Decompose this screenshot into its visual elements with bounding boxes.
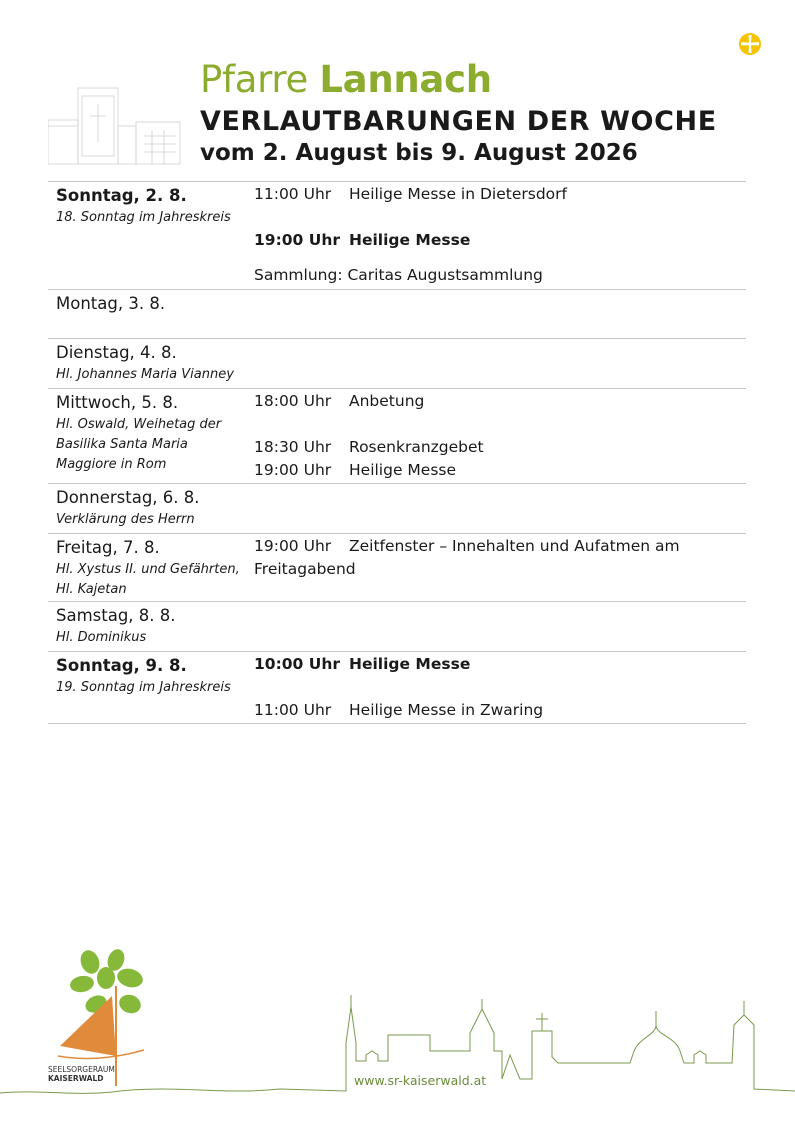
event-text: Zeitfenster – Innehalten und Aufatmen am Freitagabend [254, 537, 680, 578]
parish-name-bold: Lannach [319, 58, 492, 101]
day-note: Hl. Dominikus [56, 630, 147, 645]
logo-text-line2: KAISERWALD [48, 1074, 104, 1083]
day-name: Freitag, 7. 8. [56, 538, 160, 557]
parish-name [200, 58, 717, 102]
day-note: Hl. Oswald, Weihetag der Basilika Santa Maria Maggiore in Rom [56, 417, 222, 472]
event-text: Heilige Messe in Dietersdorf [349, 185, 567, 203]
day-note: Hl. Johannes Maria Vianney [56, 367, 234, 382]
website-link[interactable]: www.sr-kaiserwald.at [354, 1073, 487, 1088]
event-text: Heilige Messe [349, 231, 471, 249]
event-text: Rosenkranzgebet [349, 438, 484, 456]
day-name: Samstag, 8. 8. [56, 606, 176, 625]
event-time: 11:00 Uhr [254, 701, 332, 719]
weekly-schedule [48, 181, 746, 724]
event-text: Heilige Messe in Zwaring [349, 701, 544, 719]
event [254, 436, 484, 459]
day-name: Sonntag, 9. 8. [56, 656, 187, 675]
collection-note: Sammlung: Caritas Augustsammlung [254, 266, 543, 284]
event-time: 18:00 Uhr [254, 392, 332, 410]
parish-name-light: Pfarre [200, 58, 308, 101]
logo-text-line1: SEELSORGERAUM [48, 1065, 115, 1074]
day-name: Dienstag, 4. 8. [56, 343, 177, 362]
day-row [48, 389, 746, 484]
day-row [48, 290, 746, 339]
event-time: 19:00 Uhr [254, 537, 332, 555]
day-note: 18. Sonntag im Jahreskreis [56, 210, 231, 225]
day-note: 19. Sonntag im Jahreskreis [56, 680, 231, 695]
day-note: Hl. Xystus II. und Gefährten, Hl. Kajetan [56, 562, 240, 597]
day-name: Donnerstag, 6. 8. [56, 488, 200, 507]
event [254, 653, 470, 676]
event [254, 459, 456, 482]
event-time: 11:00 Uhr [254, 185, 332, 203]
event [254, 535, 724, 581]
event-text: Heilige Messe [349, 655, 471, 673]
event-time: 10:00 Uhr [254, 655, 340, 673]
day-name: Sonntag, 2. 8. [56, 186, 187, 205]
day-row [48, 484, 746, 534]
day-row [48, 602, 746, 652]
church-sketch-icon [48, 86, 182, 166]
day-name: Mittwoch, 5. 8. [56, 393, 179, 412]
day-note: Verklärung des Herrn [56, 512, 195, 527]
header [200, 58, 717, 168]
day-row [48, 534, 746, 602]
event [254, 699, 543, 722]
event-time: 19:00 Uhr [254, 231, 340, 249]
day-row [48, 652, 746, 724]
event [254, 229, 470, 252]
tree-cross-logo-icon [46, 946, 156, 1091]
page-title: VERLAUTBARUNGEN DER WOCHE [200, 106, 717, 137]
event-text: Heilige Messe [349, 461, 457, 479]
day-row [48, 339, 746, 389]
page-subtitle: vom 2. August bis 9. August 2026 [200, 140, 638, 166]
event-text: Anbetung [349, 392, 425, 410]
event [254, 390, 424, 413]
day-name: Montag, 3. 8. [56, 294, 166, 313]
event-time: 18:30 Uhr [254, 438, 332, 456]
event [254, 183, 567, 206]
event-time: 19:00 Uhr [254, 461, 332, 479]
day-row [48, 182, 746, 290]
yellow-cross-circle-icon [738, 32, 762, 56]
